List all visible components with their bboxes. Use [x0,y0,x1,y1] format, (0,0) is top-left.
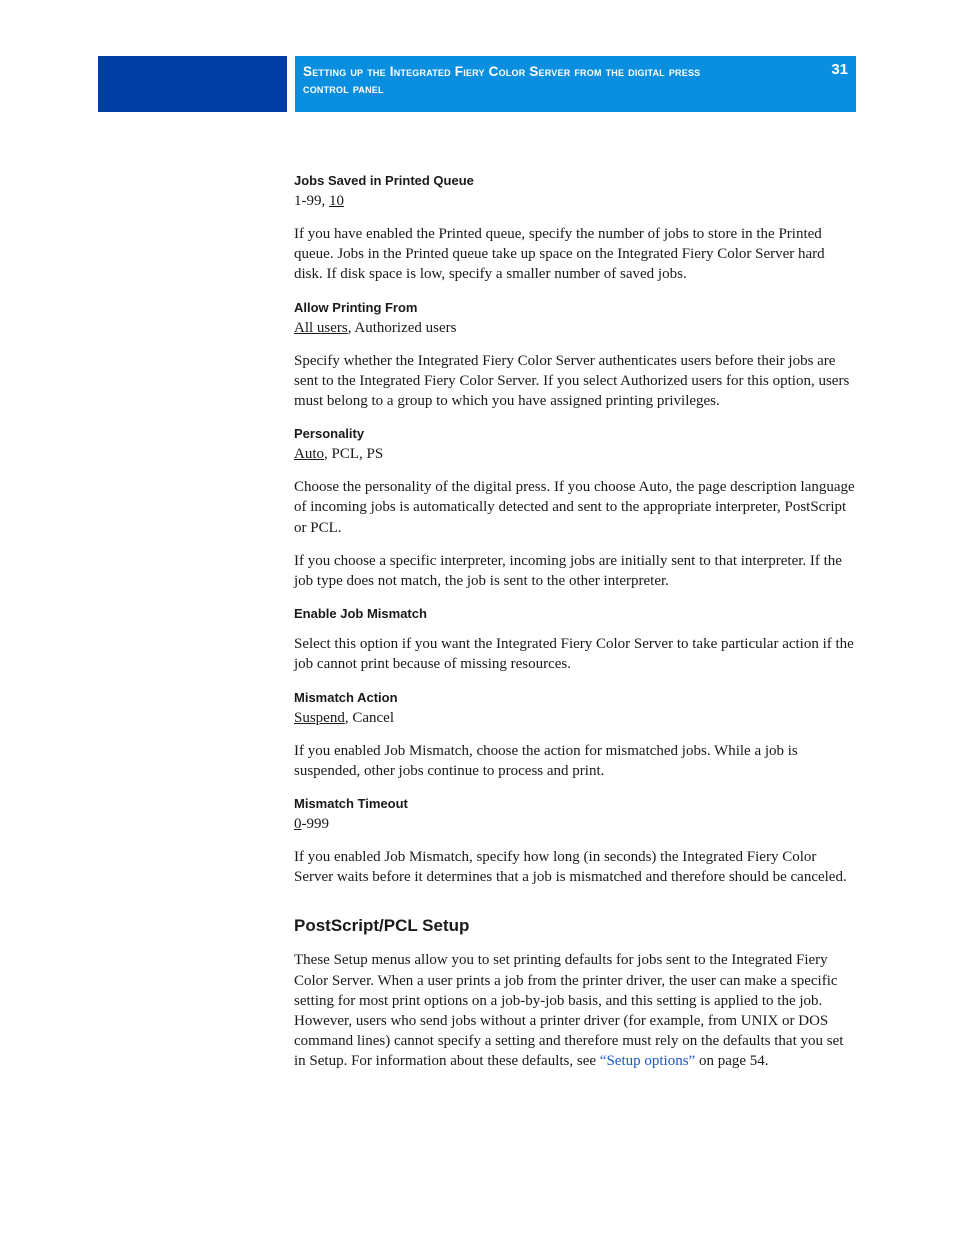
page-number: 31 [831,61,848,78]
option-values [294,708,856,728]
option-description: If you enabled Job Mismatch, choose the action for mismatched jobs. While a job is suspended, other jobs continue to process and print. [294,742,798,779]
option-value: , [321,193,329,209]
section-title: PostScript/PCL Setup [294,916,470,936]
section-body-tail: on page 54. [695,1053,769,1070]
option-value: , PCL, PS [324,446,384,463]
option-label: Jobs Saved in Printed Queue [294,173,474,188]
option-label: Personality [294,426,365,442]
header-color-block [98,56,287,112]
option-values [294,318,856,338]
setup-options-link[interactable]: “Setup options” [599,1053,696,1070]
option-description: If you choose a specific interpreter, incoming jobs are initially sent to that interpreter. If the job type does not match, the job is sent to the other interpreter. [294,552,842,590]
default-value: 10 [329,193,344,209]
option-value: -999 [301,816,329,833]
default-value: 0 [294,816,302,833]
option-value: , Authorized users [347,319,457,336]
option-section [294,424,856,591]
section-body-text: These Setup menus allow you to set printing defaults for jobs sent to the Integrated Fiery Color Server. When a user prints a job from the printer driver, the user can make a specific setting for most print options on a job-by-job basis, and this setting is applied to the job. However, users who send jobs without a printer driver (for example, from UNIX or DOS command lines) cannot specify a setting and therefore must rely on the defaults that you set in Setup. For information about these defaults, see [294,952,844,1070]
option-section [294,171,856,285]
option-description: Specify whether the Integrated Fiery Color Server authenticates users before their jobs are sent to the Integrated Fiery Color Server. If you select Authorized users for this option, users must belong to a group to which you have assigned printing privileges. [294,352,850,410]
option-values [294,444,856,464]
option-value: , Cancel [344,709,394,726]
option-section [294,298,856,412]
option-description: Select this option if you want the Integrated Fiery Color Server to take particular action if the job cannot print because of missing resources. [294,636,854,673]
option-values [294,191,856,211]
option-section [294,604,856,674]
default-value: Suspend [294,709,345,726]
option-section [294,688,856,781]
running-title-line-1: Setting up the Integrated Fiery Color Server from the digital press [303,64,701,79]
main-content [294,171,856,1072]
option-values [294,814,856,834]
default-value: All users [294,319,348,336]
option-label: Allow Printing From [294,299,418,315]
option-description: Choose the personality of the digital press. If you choose Auto, the page description language of incoming jobs is automatically detected and sent to the appropriate interpreter, PostScript or PCL. [294,479,855,536]
option-description: If you enabled Job Mismatch, specify how long (in seconds) the Integrated Fiery Color Server waits before it determines that a job is mismatched and therefore should be canceled. [294,849,847,886]
option-description: If you have enabled the Printed queue, specify the number of jobs to store in the Printed queue. Jobs in the Printed queue take up space on the Integrated Fiery Color Server hard disk. If disk space is low, specify a smaller number of saved jobs. [294,226,825,283]
page-header [295,56,856,112]
default-value: Auto [294,446,324,463]
running-title-line-2: control panel [303,81,384,96]
option-label: Enable Job Mismatch [294,606,427,622]
options-list [294,171,856,887]
section-body [294,950,856,1071]
option-value: 1-99 [294,193,322,209]
option-section [294,794,856,887]
option-label: Mismatch Timeout [294,796,408,812]
option-label: Mismatch Action [294,689,398,705]
running-title [303,63,803,97]
